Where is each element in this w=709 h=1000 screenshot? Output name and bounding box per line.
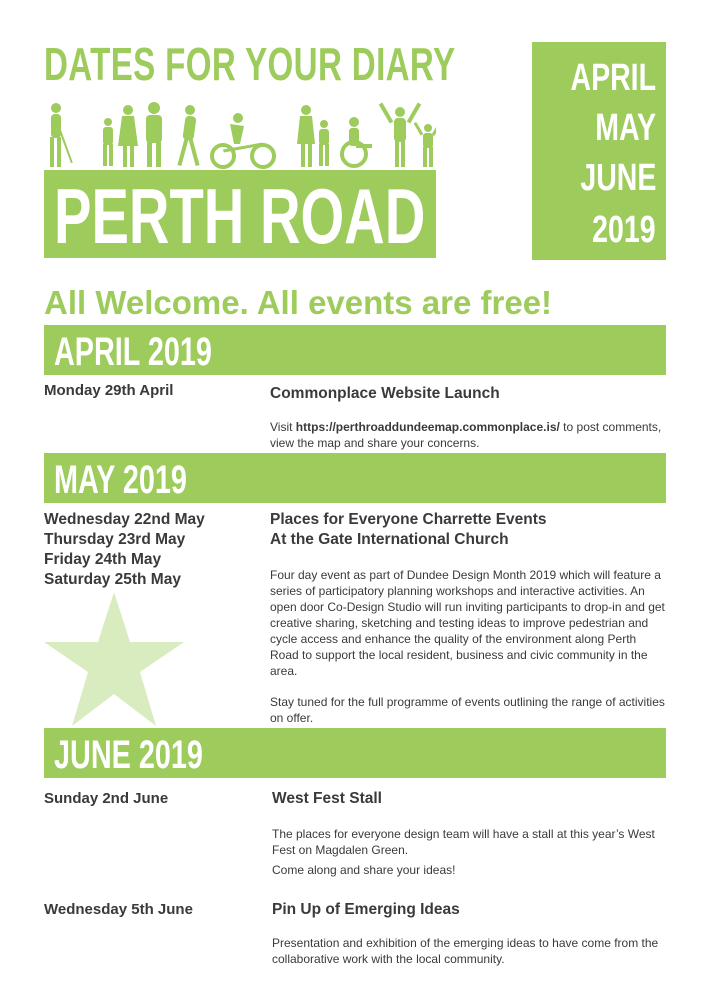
month-may: MAY	[595, 107, 656, 149]
child-icon	[319, 120, 329, 166]
man-icon	[146, 102, 162, 167]
event-date: Wednesday 22nd May	[44, 511, 205, 528]
section-heading: MAY 2019	[54, 458, 187, 502]
event-note: Come along and share your ideas!	[272, 863, 456, 877]
event-description: The places for everyone design team will have a stall at this year’s West Fest on Magdalen Green.	[272, 827, 655, 857]
event-date: Sunday 2nd June	[44, 790, 169, 807]
event-title: Places for Everyone Charrette Events	[270, 511, 547, 528]
month-april: APRIL	[570, 57, 656, 99]
event-note: Stay tuned for the full programme of events outlining the range of activities on offer.	[270, 695, 665, 725]
child-icon	[103, 118, 113, 166]
event-title: Commonplace Website Launch	[270, 385, 500, 402]
walking-person-cane-icon	[50, 103, 73, 167]
people-illustration	[44, 100, 436, 170]
event-subtitle: At the Gate International Church	[270, 531, 509, 548]
adult-icon	[297, 105, 315, 167]
event-date: Friday 24th May	[44, 551, 162, 568]
event-title: Pin Up of Emerging Ideas	[272, 901, 460, 918]
event-date: Wednesday 5th June	[44, 901, 193, 918]
month-june: JUNE	[579, 157, 656, 199]
woman-icon	[118, 105, 138, 167]
section-heading: APRIL 2019	[54, 330, 212, 374]
section-header-may	[44, 453, 666, 503]
event-date: Saturday 25th May	[44, 571, 181, 588]
wheelchair-user-icon	[342, 117, 372, 166]
brand-banner	[44, 170, 436, 258]
event-description: Visit https://perthroaddundeemap.commonplace.is/ to post comments, view the map and share your concerns.	[270, 420, 662, 450]
event-date: Thursday 23rd May	[44, 531, 186, 548]
event-description: Four day event as part of Dundee Design Month 2019 which will feature a series of participatory planning workshops and interactive activities. An open door Co-Design Studio will run inviting participants to drop-in and get creative sharing, sketching and testing ideas to improve pedestrian and cycle access and enhance the quality of the environment along Perth Road to support the local resident, business and civic community in the area.	[270, 568, 665, 678]
brand-title: PERTH ROAD	[54, 172, 426, 260]
event-link[interactable]: https://perthroaddundeemap.commonplace.is/	[295, 420, 560, 434]
months-box	[532, 42, 666, 260]
welcome-banner: All Welcome. All events are free!	[44, 284, 553, 321]
event-description: Presentation and exhibition of the emerging ideas to have come from the collaborative work with the local community.	[272, 936, 659, 966]
star-icon	[44, 592, 184, 726]
cheering-child-icon	[414, 122, 436, 167]
cheering-person-icon	[379, 102, 421, 167]
cyclist-icon	[212, 113, 274, 167]
section-header-june	[44, 728, 666, 778]
event-date: Monday 29th April	[44, 382, 174, 399]
month-year: 2019	[592, 209, 656, 251]
page-title: DATES FOR YOUR DIARY	[44, 38, 456, 90]
section-header-april	[44, 325, 666, 375]
event-title: West Fest Stall	[272, 790, 382, 807]
walking-person-icon	[177, 105, 199, 166]
section-heading: JUNE 2019	[54, 733, 203, 777]
